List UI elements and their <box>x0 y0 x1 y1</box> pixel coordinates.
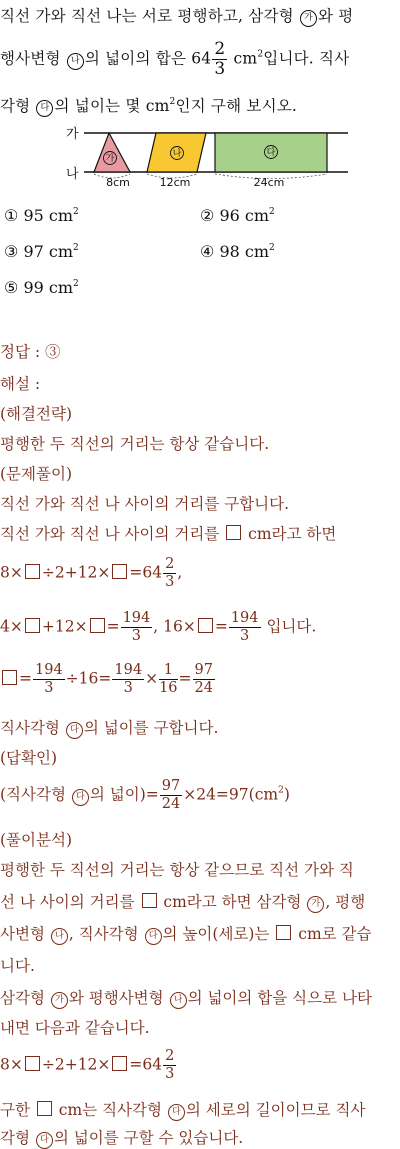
line-bottom-label: 나 <box>66 167 79 182</box>
option-2[interactable]: ② 96 $cm^2$ <box>200 206 275 225</box>
solution-line-3: 직사각형 다 의 넓이를 구합니다. <box>0 719 219 737</box>
solution-line-1: 직선 가와 직선 나 사이의 거리를 구합니다. <box>0 495 290 513</box>
check-equation: (직사각형 다 의 넓이)= $\frac{97}{24}$ $\times 24=97(cm^2)$ <box>0 778 290 812</box>
blank-box <box>226 525 241 540</box>
triangle-label: 가 <box>105 154 115 164</box>
question-line-2: 행사변형 나 의 넓이의 합은 64 $\frac{2}{3}$ $cm^2$입니다. 직사 <box>0 39 350 79</box>
parallel-lines-diagram <box>60 120 360 192</box>
analysis-equation: 8× ÷2+12× =64 $\frac{2}{3}$ <box>0 1048 175 1082</box>
dim-triangle: 8cm <box>106 176 130 189</box>
solution-title: (문제풀이) <box>0 465 72 483</box>
strategy-text: 평행한 두 직선의 거리는 항상 같습니다. <box>0 435 270 453</box>
option-4[interactable]: ④ 98 $cm^2$ <box>200 242 275 261</box>
question-line-3: 각형 다 의 넓이는 몇 $cm^2$인지 구해 보시오. <box>0 97 298 115</box>
dim-parallelogram: 12cm <box>159 176 191 189</box>
equation-3: = $\frac{194}{3}$ ÷16= $\frac{194}{3}$ × $\frac{1}{16}$ = $\frac{97}{24}$ <box>0 662 400 697</box>
triangle-ga <box>94 133 130 172</box>
fraction-two-thirds: $\frac{2}{3}$ <box>214 39 226 79</box>
equation-1: 8× ÷2+12× =64 $\frac{2}{3}$ , <box>0 556 183 590</box>
line-top-label: 가 <box>66 127 79 142</box>
circled-ga-icon: 가 <box>300 10 317 27</box>
option-5[interactable]: ⑤ 99 $cm^2$ <box>4 278 79 297</box>
equation-2: 4× +12× = $\frac{194}{3}$ , 16× = $\frac{194}{3}$ 입니다. <box>0 610 317 644</box>
strategy-title: (해결전략) <box>0 405 72 423</box>
analysis-line-3: 사변형 나 , 직사각형 다 의 높이(세로)는 cm로 같습 <box>0 925 372 943</box>
analysis-line-4: 니다. <box>0 957 35 975</box>
option-1[interactable]: ① 95 $cm^2$ <box>4 206 79 225</box>
solution-line-2: 직선 가와 직선 나 사이의 거리를 cm라고 하면 <box>0 525 337 543</box>
analysis-title: (풀이분석) <box>0 831 72 849</box>
dim-rectangle: 24cm <box>253 176 285 189</box>
analysis-line-2: 선 나 사이의 거리를 cm라고 하면 삼각형 가 , 평행 <box>0 893 366 911</box>
explain-label: 해설 : <box>0 375 41 393</box>
analysis-line-5: 삼각형 가 와 평행사변형 나 의 넓이의 합을 식으로 나타 <box>0 989 372 1007</box>
circled-na-icon: 나 <box>67 53 84 70</box>
analysis-line-8: 구한 cm는 직사각형 다 의 세로의 길이이므로 직사 <box>0 1101 366 1119</box>
rectangle-label: 다 <box>266 148 276 158</box>
parallelogram-label: 나 <box>172 149 182 159</box>
answer-line: 정답 : ③ <box>0 343 61 361</box>
analysis-line-6: 내면 다음과 같습니다. <box>0 1019 150 1037</box>
analysis-line-9: 각형 다 의 넓이를 구할 수 있습니다. <box>0 1129 244 1147</box>
analysis-line-1: 평행한 두 직선의 거리는 항상 같으므로 직선 가와 직 <box>0 861 354 879</box>
circled-da-icon: 다 <box>36 100 53 117</box>
option-3[interactable]: ③ 97 $cm^2$ <box>4 242 79 261</box>
check-title: (답확인) <box>0 749 58 767</box>
question-line-1: 직선 가와 직선 나는 서로 평행하고, 삼각형 가 와 평 <box>0 7 354 25</box>
